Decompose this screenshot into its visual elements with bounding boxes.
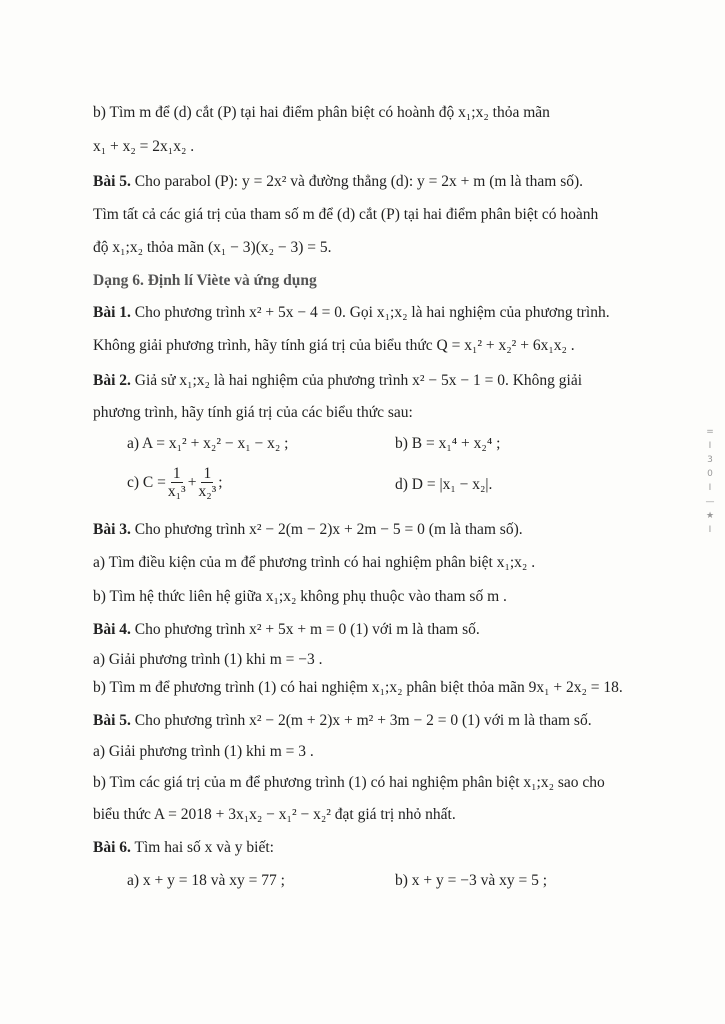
text-line: biểu thức A = 2018 + 3x₁x₂ − x₁² − x₂² đạt giá trị nhỏ nhất. bbox=[93, 806, 456, 823]
exercise-3b: b) Tìm hệ thức liên hệ giữa x₁;x₂ không phụ thuộc vào tham số m . bbox=[93, 588, 507, 605]
exercise-2b: b) B = x₁⁴ + x₂⁴ ; bbox=[395, 435, 501, 452]
exercise-title: Bài 5. bbox=[93, 173, 131, 190]
exercise-2c: c) C = $\frac{1}{\text{x₁³}}$ + $\frac{1}{\text{x₂³}}$ ; bbox=[127, 464, 223, 500]
exercise-title: Bài 6. bbox=[93, 839, 131, 856]
exercise-6b: b) x + y = −3 và xy = 5 ; bbox=[395, 872, 548, 889]
exercise-6: Bài 6. Tìm hai số x và y biết: bbox=[93, 839, 274, 856]
exercise-1: Bài 1. Cho phương trình x² + 5x − 4 = 0. Gọi x₁;x₂ là hai nghiệm của phương trình. bbox=[93, 304, 610, 321]
margin-scan-marks: = I 3 0 I — ★ I bbox=[705, 427, 715, 535]
text-line: phương trình, hãy tính giá trị của các biểu thức sau: bbox=[93, 404, 413, 421]
fraction: $\frac{1}{\text{x₁³}}$ bbox=[167, 464, 186, 500]
exercise-2a: a) A = x₁² + x₂² − x₁ − x₂ ; bbox=[127, 435, 289, 452]
section-heading: Dạng 6. Định lí Viète và ứng dụng bbox=[93, 272, 317, 289]
exercise-4b: b) Tìm m để phương trình (1) có hai nghiệm x₁;x₂ phân biệt thỏa mãn 9x₁ + 2x₂ = 18. bbox=[93, 679, 623, 696]
exercise-5-intro: Bài 5. Cho parabol (P): y = 2x² và đường thẳng (d): y = 2x + m (m là tham số). bbox=[93, 173, 584, 190]
exercise-title: Bài 2. bbox=[93, 372, 131, 389]
exercise-title: Bài 3. bbox=[93, 521, 131, 538]
exercise-title: Bài 4. bbox=[93, 621, 131, 638]
text-line: b) Tìm m để (d) cắt (P) tại hai điểm phân biệt có hoành độ x₁;x₂ thỏa mãn bbox=[93, 104, 550, 121]
exercise-3a: a) Tìm điều kiện của m để phương trình có hai nghiệm phân biệt x₁;x₂ . bbox=[93, 554, 536, 571]
text-line: độ x₁;x₂ thỏa mãn (x₁ − 3)(x₂ − 3) = 5. bbox=[93, 239, 332, 256]
exercise-4a: a) Giải phương trình (1) khi m = −3 . bbox=[93, 651, 323, 668]
text-line: Không giải phương trình, hãy tính giá trị của biểu thức Q = x₁² + x₂² + 6x₁x₂ . bbox=[93, 337, 575, 354]
exercise-5b-b: b) Tìm các giá trị của m để phương trình (1) có hai nghiệm phân biệt x₁;x₂ sao cho bbox=[93, 774, 605, 791]
exercise-5b: Bài 5. Cho phương trình x² − 2(m + 2)x + m² + 3m − 2 = 0 (1) với m là tham số. bbox=[93, 712, 592, 729]
text-line: Tìm tất cả các giá trị của tham số m để (d) cắt (P) tại hai điểm phân biệt có hoành bbox=[93, 206, 599, 223]
exercise-2d: d) D = |x₁ − x₂|. bbox=[395, 476, 493, 493]
text-line: x₁ + x₂ = 2x₁x₂ . bbox=[93, 138, 195, 155]
exercise-3: Bài 3. Cho phương trình x² − 2(m − 2)x + 2m − 5 = 0 (m là tham số). bbox=[93, 521, 523, 538]
exercise-6a: a) x + y = 18 và xy = 77 ; bbox=[127, 872, 285, 889]
exercise-title: Bài 1. bbox=[93, 304, 131, 321]
exercise-4: Bài 4. Cho phương trình x² + 5x + m = 0 (1) với m là tham số. bbox=[93, 621, 480, 638]
exercise-2: Bài 2. Giả sử x₁;x₂ là hai nghiệm của phương trình x² − 5x − 1 = 0. Không giải bbox=[93, 372, 583, 389]
exercise-title: Bài 5. bbox=[93, 712, 131, 729]
fraction: $\frac{1}{\text{x₂³}}$ bbox=[198, 464, 217, 500]
exercise-5b-a: a) Giải phương trình (1) khi m = 3 . bbox=[93, 743, 314, 760]
